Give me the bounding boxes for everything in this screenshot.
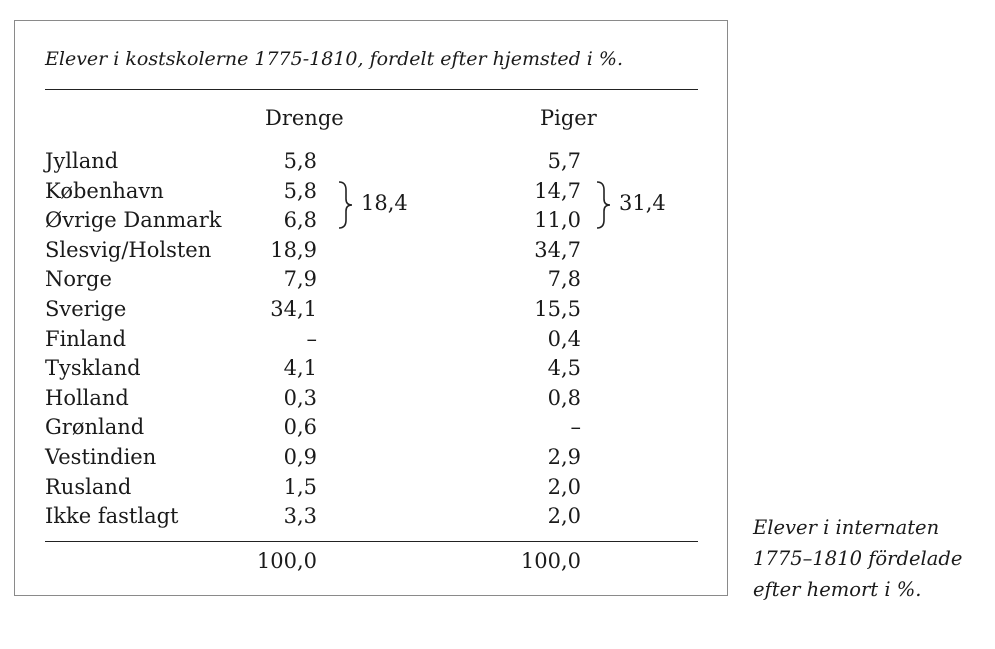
row-drenge-value: 5,8: [283, 178, 317, 203]
row-drenge-value: 18,9: [270, 237, 317, 262]
row-drenge-value: 0,9: [283, 444, 317, 469]
table-row: [45, 297, 705, 327]
table-row: [45, 149, 705, 179]
piger-total: 100,0: [520, 549, 581, 573]
piger-group-brace: [595, 180, 611, 230]
table-row: [45, 415, 705, 445]
drenge-total: 100,0: [256, 549, 317, 573]
row-piger-value: 5,7: [547, 149, 581, 173]
row-country: Tyskland: [45, 356, 141, 381]
row-piger-value: 2,0: [547, 474, 581, 499]
caption-line: Elever i internaten: [753, 516, 940, 539]
table-row: [45, 475, 705, 505]
row-piger-value: 4,5: [547, 356, 581, 381]
row-drenge-value: 0,6: [283, 415, 317, 440]
table-row: [45, 267, 705, 297]
caption-line: 1775–1810 fördelade: [753, 547, 963, 570]
row-country: Norge: [45, 267, 112, 292]
row-piger-value: 0,4: [547, 326, 581, 351]
row-drenge-value: 34,1: [270, 296, 317, 321]
row-country: Øvrige Danmark: [45, 208, 222, 233]
row-piger-value: 7,8: [547, 267, 581, 292]
table-row: [45, 327, 705, 357]
row-piger-value: 2,0: [547, 504, 581, 529]
row-drenge-value: 5,8: [283, 149, 317, 173]
table-title: Elever i kostskolerne 1775-1810, fordelt efter hjemsted i %.: [45, 48, 623, 70]
row-drenge-value: –: [306, 326, 317, 351]
table-row: [45, 238, 705, 268]
row-drenge-value: 7,9: [283, 267, 317, 292]
row-country: Finland: [45, 326, 127, 351]
row-drenge-value: 3,3: [283, 504, 317, 529]
row-country: Grønland: [45, 415, 145, 440]
row-piger-value: 0,8: [547, 385, 581, 410]
side-caption: [753, 512, 988, 605]
table-panel: [14, 20, 728, 596]
row-piger-value: 2,9: [547, 444, 581, 469]
column-header-drenge: Drenge: [265, 106, 344, 130]
row-country: Rusland: [45, 474, 132, 499]
table-row: [45, 386, 705, 416]
row-piger-value: 34,7: [534, 237, 581, 262]
row-piger-value: 15,5: [534, 296, 581, 321]
row-piger-value: 14,7: [534, 178, 581, 203]
row-drenge-value: 6,8: [283, 208, 317, 233]
row-piger-value: 11,0: [534, 208, 581, 233]
row-drenge-value: 4,1: [283, 356, 317, 381]
drenge-subtotal: 18,4: [361, 191, 408, 215]
top-rule: [45, 89, 698, 90]
table-row: [45, 445, 705, 475]
piger-subtotal: 31,4: [619, 191, 666, 215]
row-country: Ikke fastlagt: [45, 504, 179, 529]
row-drenge-value: 1,5: [283, 474, 317, 499]
table-row: [45, 356, 705, 386]
row-country: Vestindien: [45, 444, 157, 469]
row-country: Jylland: [45, 149, 119, 173]
row-drenge-value: 0,3: [283, 385, 317, 410]
caption-line: efter hemort i %.: [753, 578, 922, 601]
table-row: [45, 504, 705, 534]
row-country: København: [45, 178, 164, 203]
bottom-rule: [45, 541, 698, 542]
row-country: Holland: [45, 385, 129, 410]
row-piger-value: –: [570, 415, 581, 440]
row-country: Slesvig/Holsten: [45, 237, 212, 262]
drenge-group-brace: [337, 180, 353, 230]
row-country: Sverige: [45, 296, 127, 321]
column-header-piger: Piger: [540, 106, 597, 130]
